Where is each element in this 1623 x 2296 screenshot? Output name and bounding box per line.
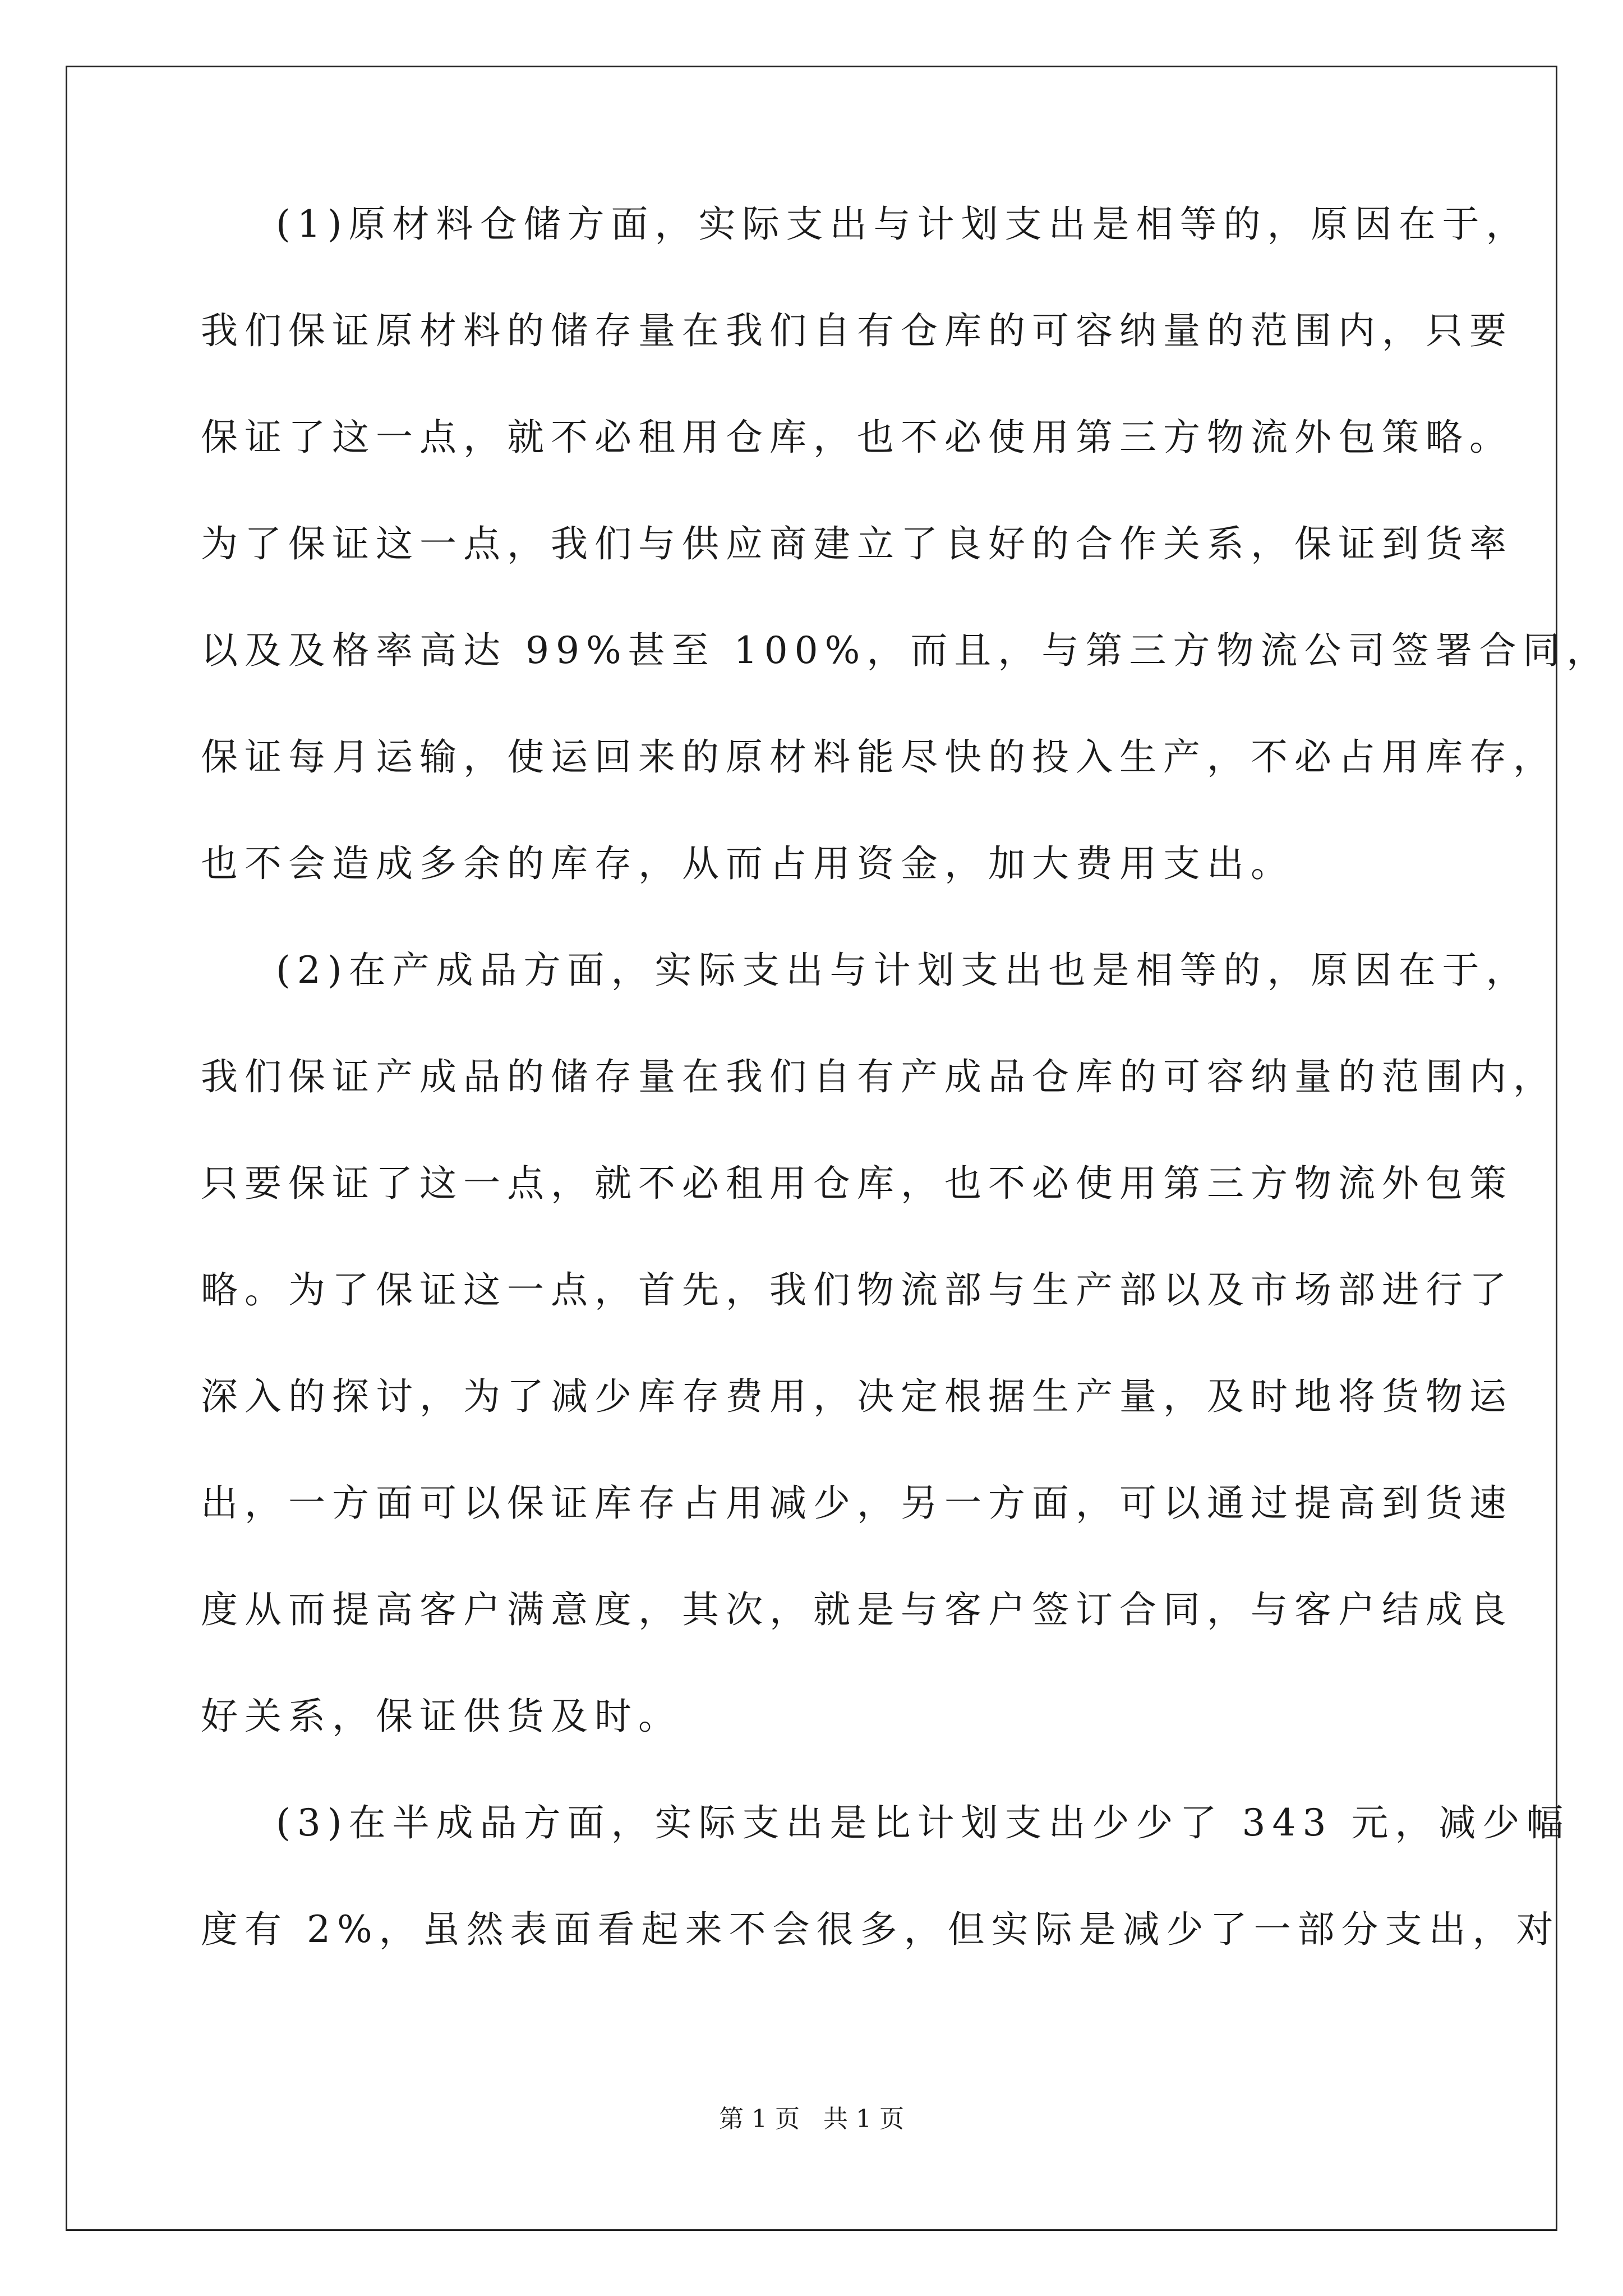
text-line: 深入的探讨，为了减少库存费用，决定根据生产量，及时地将货物运 (201, 1375, 1513, 1418)
text-line: 我们保证产成品的储存量在我们自有产成品仓库的可容纳量的范围内， (201, 1055, 1557, 1098)
page-border (66, 66, 1557, 2231)
text-line: 略。为了保证这一点，首先，我们物流部与生产部以及市场部进行了 (201, 1268, 1513, 1312)
text-line: 保证了这一点，就不必租用仓库，也不必使用第三方物流外包策略。 (201, 416, 1513, 459)
text-line: 我们保证原材料的储存量在我们自有仓库的可容纳量的范围内，只要 (201, 309, 1513, 352)
text-line: 以及及格率高达 99%甚至 100%，而且，与第三方物流公司签署合同， (201, 629, 1611, 672)
text-line: 也不会造成多余的库存，从而占用资金，加大费用支出。 (201, 842, 1294, 885)
text-line: (3)在半成品方面，实际支出是比计划支出少少了 343 元，减少幅 (276, 1801, 1570, 1844)
text-line: (2)在产成品方面，实际支出与计划支出也是相等的，原因在于， (276, 949, 1530, 992)
text-line: 度从而提高客户满意度，其次，就是与客户签订合同，与客户结成良 (201, 1588, 1513, 1631)
text-line: 只要保证了这一点，就不必租用仓库，也不必使用第三方物流外包策 (201, 1162, 1513, 1205)
page-number-footer: 第 1 页 共 1 页 (719, 2105, 904, 2133)
text-line: 好关系，保证供货及时。 (201, 1695, 682, 1738)
text-line: 度有 2%，虽然表面看起来不会很多，但实际是减少了一部分支出，对 (201, 1908, 1560, 1951)
text-line: 保证每月运输，使运回来的原材料能尽快的投入生产，不必占用库存， (201, 735, 1557, 779)
text-line: 出，一方面可以保证库存占用减少，另一方面，可以通过提高到货速 (201, 1481, 1513, 1525)
text-line: 为了保证这一点，我们与供应商建立了良好的合作关系，保证到货率 (201, 522, 1513, 565)
text-line: (1)原材料仓储方面，实际支出与计划支出是相等的，原因在于， (276, 203, 1530, 246)
